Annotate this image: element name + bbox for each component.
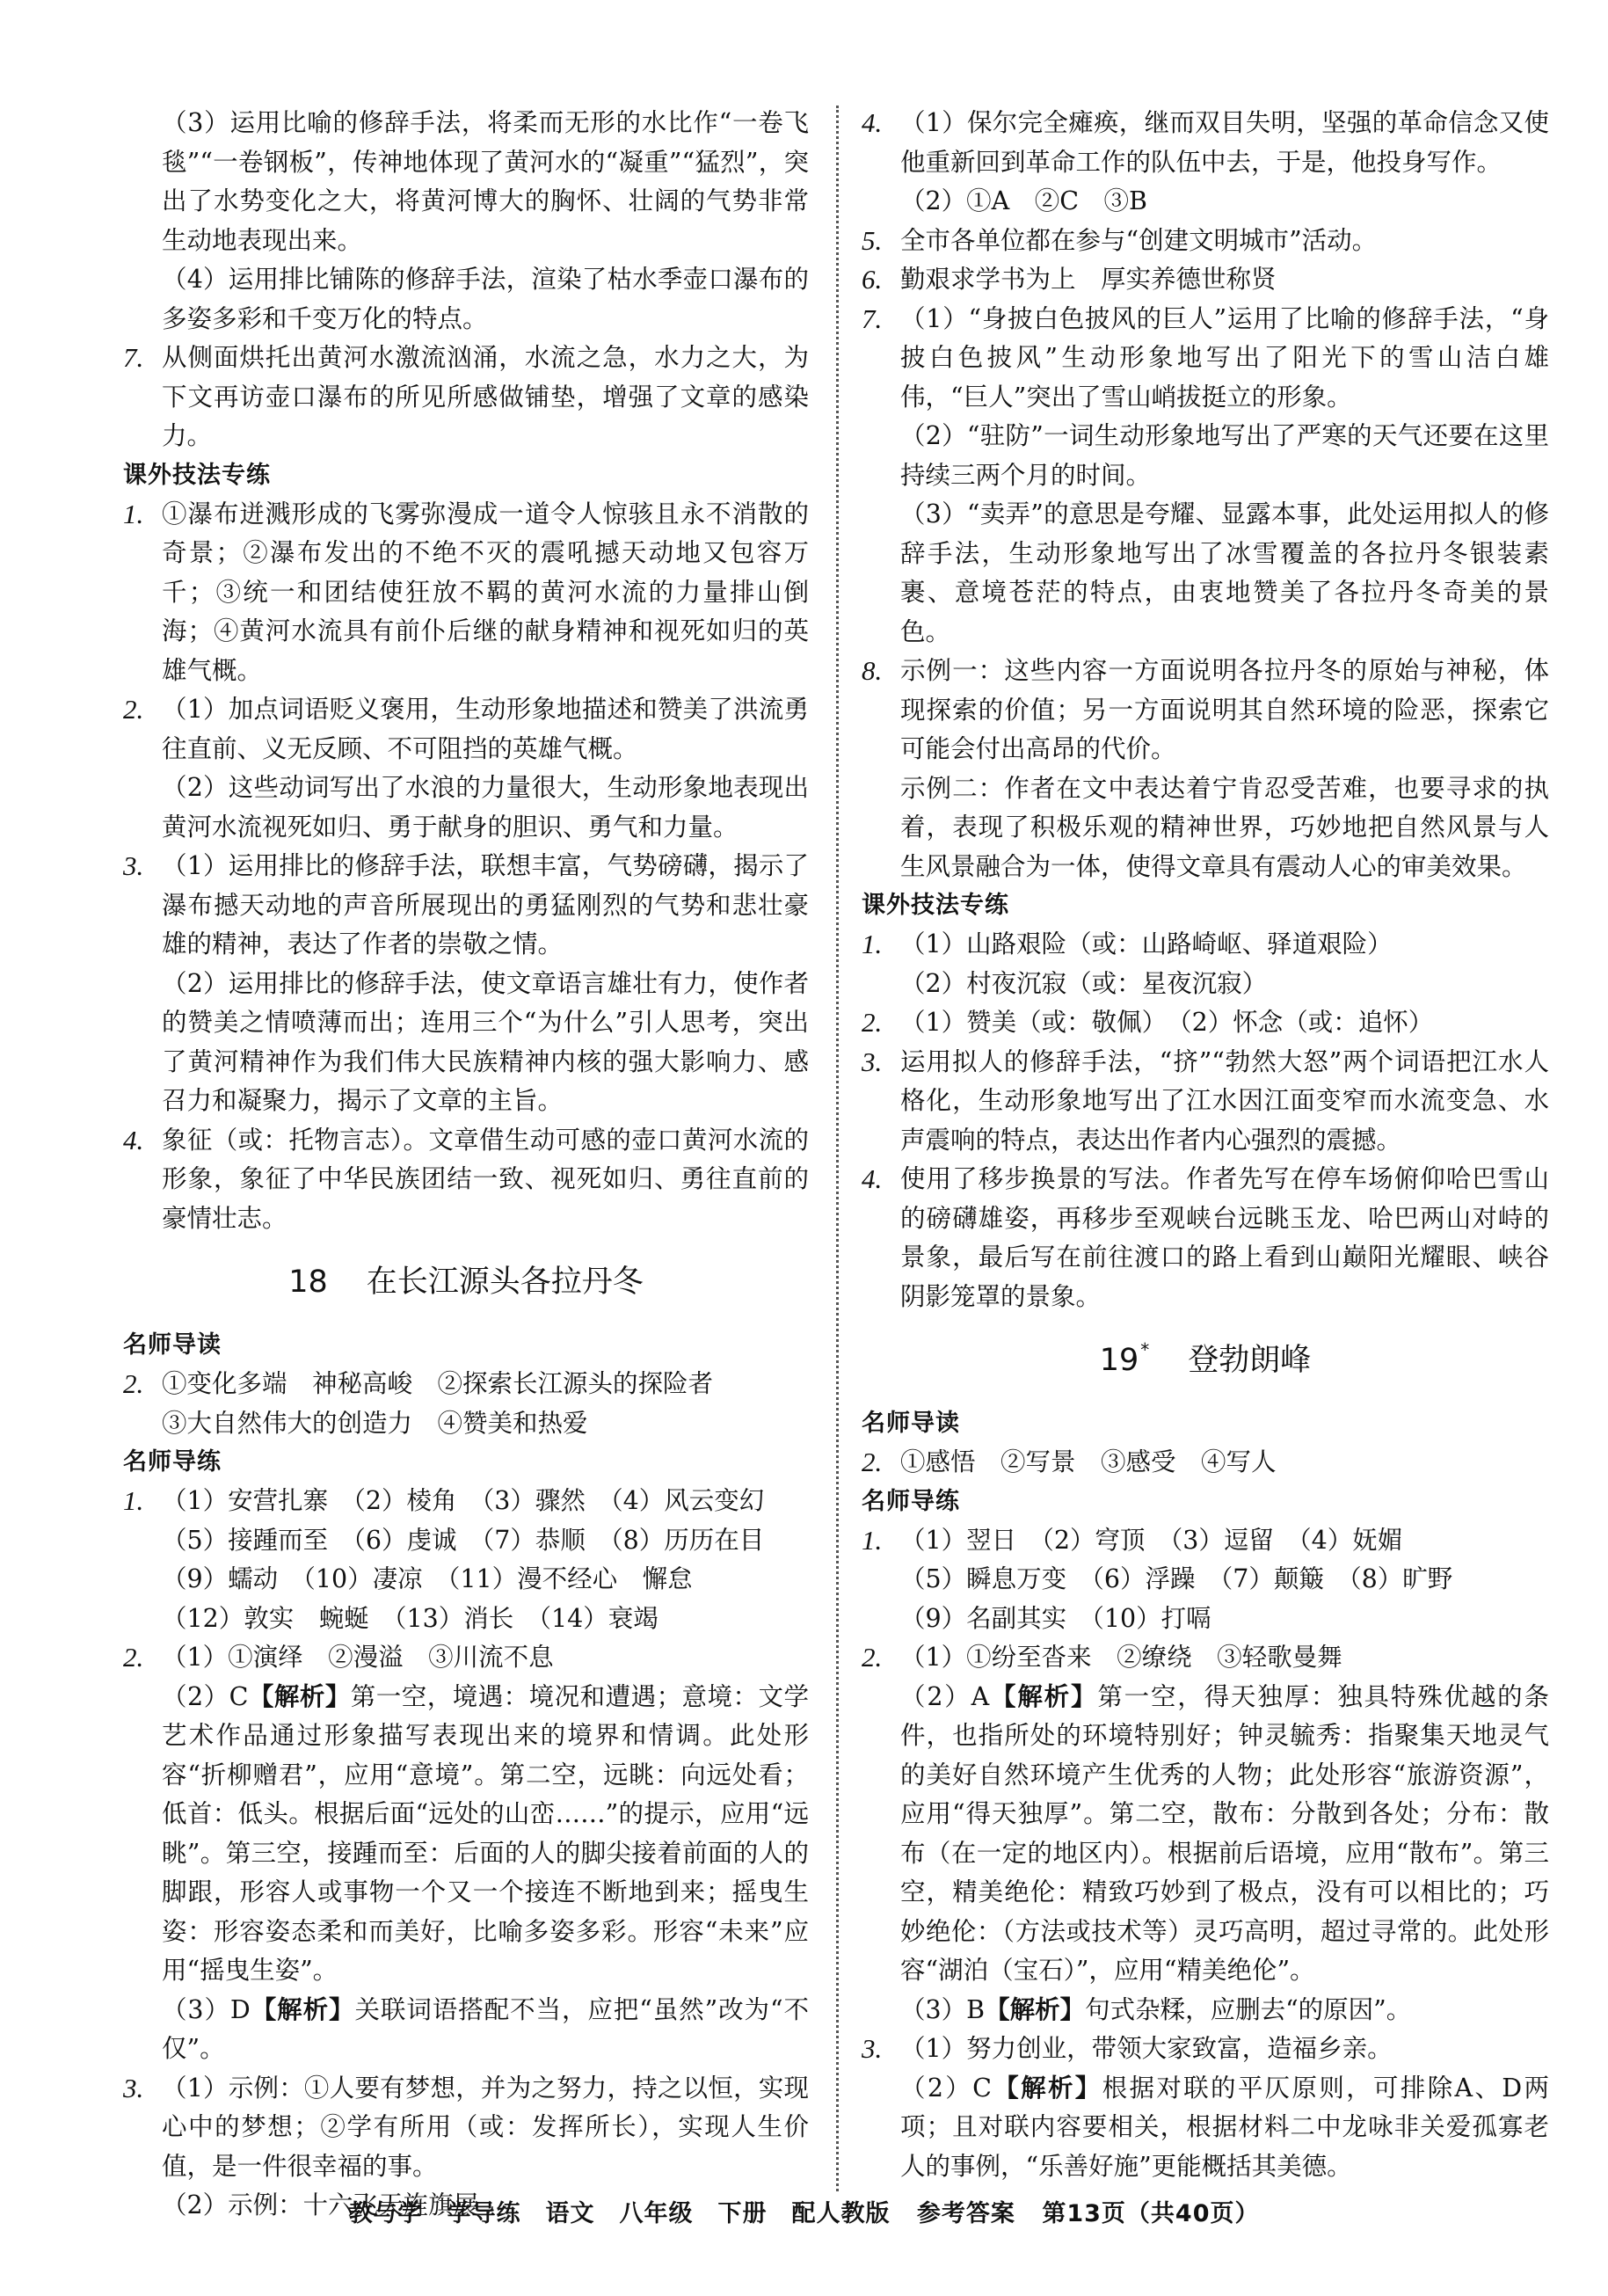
answer-number: 8.	[862, 655, 883, 686]
column-divider	[836, 106, 839, 2191]
kewai-answer-1	[123, 495, 809, 691]
answer-6-3: （3）运用比喻的修辞手法，将柔而无形的水比作“一卷飞毯”“一卷钢板”，传神地体现了黄河水的“凝重”“猛烈”，突出了水势变化之大，将黄河博大的胸怀、壮阔的气势非常生动地表现出来。	[162, 108, 809, 255]
analysis-tag: 【解析】	[991, 2073, 1102, 2103]
daolian-answer-1	[123, 1482, 809, 1638]
answer-text: 象征（或：托物言志）。文章借生动可感的壶口黄河水流的形象，象征了中华民族团结一致、视死如归、勇往直前的豪情壮志。	[162, 1125, 809, 1233]
answer-text: 从侧面烘托出黄河水激流汹涌，水流之急，水力之大，为下文再访壶口瀑布的所见所感做铺垫，增强了文章的感染力。	[162, 343, 809, 450]
answer-4	[862, 104, 1549, 222]
kewai-answer-2	[862, 1003, 1549, 1043]
answer-number: 5.	[862, 224, 883, 256]
kewai-answer-3	[862, 1043, 1549, 1161]
daolian-answer-2	[862, 1638, 1549, 2030]
chapter-name: 登勃朗峰	[1188, 1343, 1312, 1378]
section-label-kewai: 课外技法专练	[123, 461, 271, 489]
answer-choice: （2）A	[900, 1681, 990, 1711]
answer-text: 示例一：这些内容一方面说明各拉丹冬的原始与神秘，体现探索的价值；另一方面说明其自然环境的险恶，探索它可能会付出高昂的代价。	[900, 656, 1549, 763]
kewai-answer-2	[123, 690, 809, 847]
analysis-text: 第一空，境遇：境况和遭遇；意境：文学艺术作品通过形象描写表现出来的境界和情调。此处形容“折柳赠君”，应用“意境”。第二空，远眺：向远处看；低首：低头。根据后面“远处的山峦……”的提示，应用“远眺”。第三空，接踵而至：后面的人的脚尖接着前面的人的脚跟，形容人或事物一个又一个接连不断地到来；摇曳生姿：形容姿态柔和而美好，比喻多姿多彩。形容“未来”应用“摇曳生姿”。	[162, 1681, 809, 1985]
answer-number: 6.	[862, 264, 883, 295]
vocab-row: （9）名副其实 （10）打嗝	[900, 1603, 1211, 1633]
answer-text: 全市各单位都在参与“创建文明城市”活动。	[900, 225, 1378, 255]
answer-text: ③大自然伟大的创造力 ④赞美和热爱	[162, 1408, 588, 1438]
answer-number: 2.	[862, 1007, 883, 1038]
answer-analysis	[162, 1991, 809, 2069]
daolian-answer-1	[862, 1521, 1549, 1639]
kewai-answer-3	[123, 847, 809, 1121]
vocab-row: （1）安营扎寨 （2）棱角 （3）骤然 （4）风云变幻	[162, 1486, 765, 1515]
daodu-answer-2	[123, 1365, 809, 1443]
answer-choice: （2）C	[900, 2073, 992, 2103]
answer-text: （2）运用排比的修辞手法，使文章语言雄壮有力，使作者的赞美之情喷薄而出；连用三个“为什么”引人思考，突出了黄河精神作为我们伟大民族精神内核的强大影响力、感召力和凝聚力，揭示了文章的主旨。	[162, 968, 809, 1115]
answer-6-4: （4）运用排比铺陈的修辞手法，渲染了枯水季壶口瀑布的多姿多彩和千变万化的特点。	[162, 265, 809, 333]
answer-number: 1.	[862, 1524, 883, 1556]
chapter-18-title	[123, 1238, 809, 1326]
analysis-text: 第一空，得天独厚：独具特殊优越的条件，也指所处的环境特别好；钟灵毓秀：指聚集天地灵气的美好自然环境产生优秀的人物；此处形容“旅游资源”，应用“得天独厚”。第二空，散布：分散到各处；分布：散布（在一定的地区内）。根据前后语境，应用“散布”。第三空，精美绝伦：精致巧妙到了极点，没有可以相比的；巧妙绝伦：（方法或技术等）灵巧高明，超过寻常的。此处形容“湖泊（宝石）”，应用“精美绝伦”。	[900, 1681, 1549, 1985]
answer-number: 7.	[123, 342, 144, 373]
chapter-name: 在长江源头各拉丹冬	[366, 1265, 644, 1300]
vocab-row: （9）蠕动 （10）凄凉 （11）漫不经心 懈怠	[162, 1564, 693, 1593]
analysis-text: 根据对联的平仄原则，可排除A、D两项；且对联内容要相关，根据材料二中龙咏非关爱孤寡老人的事例，“乐善好施”更能概括其美德。	[900, 2073, 1549, 2181]
answer-number: 4.	[862, 107, 883, 138]
right-column	[862, 104, 1549, 2186]
answer-text: （1）①演绎 ②漫溢 ③川流不息	[162, 1643, 554, 1672]
answer-5	[862, 222, 1549, 261]
answer-analysis	[900, 1991, 1549, 2030]
answer-number: 3.	[862, 2033, 883, 2064]
section-label-daodu: 名师导读	[123, 1331, 222, 1359]
section-label-daolian: 名师导练	[862, 1487, 960, 1515]
answer-text: （1）运用排比的修辞手法，联想丰富，气势磅礴，揭示了瀑布撼天动地的声音所展现出的勇猛刚烈的气势和悲壮豪雄的精神，表达了作者的崇敬之情。	[162, 851, 809, 958]
daolian-answer-2	[123, 1638, 809, 2069]
daolian-answer-3	[862, 2030, 1549, 2186]
answer-text: （1）“身披白色披风的巨人”运用了比喻的修辞手法，“身披白色披风”生动形象地写出了阳光下的雪山洁白雄伟，“巨人”突出了雪山峭拔挺立的形象。	[900, 303, 1549, 412]
kewai-answer-4	[123, 1121, 809, 1239]
optional-mark: *	[1140, 1339, 1150, 1360]
section-label-kewai: 课外技法专练	[862, 892, 1009, 919]
kewai-answer-4	[862, 1160, 1549, 1316]
answer-number: 7.	[862, 302, 883, 334]
answer-number: 1.	[123, 1485, 144, 1516]
answer-text: （1）山路艰险（或：山路崎岖、驿道艰险）	[900, 929, 1393, 958]
answer-choice: （3）D	[162, 1994, 251, 2024]
answer-number: 2.	[123, 1642, 144, 1673]
analysis-text: 关联词语搭配不当，应把“虽然”改为“不仅”。	[162, 1994, 809, 2063]
answer-number: 4.	[862, 1163, 883, 1194]
answer-number: 1.	[862, 929, 883, 959]
footer-section: 参考答案	[916, 2200, 1015, 2227]
answer-text: （2）示例：十六飞天旌旗展	[162, 2190, 479, 2219]
chapter-19-title	[862, 1316, 1549, 1404]
answer-text: （3）“卖弄”的意思是夸耀、显露本事，此处运用拟人的修辞手法，生动形象地写出了冰雪覆盖的各拉丹冬银装素裹、意境苍茫的特点，由衷地赞美了各拉丹冬奇美的景色。	[900, 499, 1549, 646]
answer-text: （1）①纷至沓来 ②缭绕 ③轻歌曼舞	[900, 1643, 1342, 1672]
answer-text: （2）这些动词写出了水浪的力量很大，生动形象地表现出黄河水流视死如归、勇于献身的胆识、勇气和力量。	[162, 773, 809, 842]
analysis-text: 句式杂糅，应删去“的原因”。	[1085, 1994, 1412, 2024]
answer-text: （1）赞美（或：敬佩） （2）怀念（或：追怀）	[900, 1008, 1434, 1037]
answer-text: （1）保尔完全瘫痪，继而双目失明，坚强的革命信念又使他重新回到革命工作的队伍中去，于是，他投身写作。	[900, 108, 1549, 177]
answer-text: 使用了移步换景的写法。作者先写在停车场俯仰哈巴雪山的磅礴雄姿，再移步至观峡台远眺玉龙、哈巴两山对峙的景象，最后写在前往渡口的路上看到山巅阳光耀眼、峡谷阴影笼罩的景象。	[900, 1164, 1549, 1311]
answer-text: （1）努力创业，带领大家致富，造福乡亲。	[900, 2034, 1393, 2063]
answer-number: 3.	[123, 850, 144, 881]
answer-analysis	[900, 2069, 1549, 2187]
answer-number: 2.	[123, 1368, 144, 1399]
analysis-tag: 【解析】	[250, 1994, 355, 2024]
chapter-number	[1099, 1339, 1150, 1378]
page-number: 第13页（共40页）	[1042, 2200, 1260, 2227]
vocab-row: （1）翌日 （2）穹顶 （3）逗留 （4）妩媚	[900, 1525, 1403, 1555]
answer-number: 2.	[862, 1642, 883, 1673]
answer-text: 示例二：作者在文中表达着宁肯忍受苦难，也要寻求的执着，表现了积极乐观的精神世界，巧妙地把自然风景与人生风景融合为一体，使得文章具有震动人心的审美效果。	[900, 773, 1549, 881]
section-label-daolian: 名师导练	[123, 1448, 222, 1476]
answer-text: （1）示例：①人要有梦想，并为之努力，持之以恒，实现心中的梦想；②学有所用（或：发挥所长），实现人生价值，是一件很幸福的事。	[162, 2073, 809, 2181]
answer-7	[862, 300, 1549, 652]
answer-7	[123, 339, 809, 456]
vocab-row: （12）敦实 蜿蜒 （13）消长 （14）衰竭	[162, 1603, 658, 1633]
answer-6	[862, 260, 1549, 300]
answer-choice: （2）C	[162, 1681, 249, 1711]
kewai-answer-1	[862, 925, 1549, 1003]
answer-text: ①感悟 ②写景 ③感受 ④写人	[900, 1447, 1277, 1476]
vocab-row: （5）瞬息万变 （6）浮躁 （7）颠簸 （8）旷野	[900, 1564, 1453, 1593]
chapter-number: 18	[288, 1265, 328, 1300]
daodu-answer-2	[862, 1443, 1549, 1483]
analysis-tag: 【解析】	[248, 1681, 351, 1711]
page-footer	[0, 2194, 1608, 2228]
answer-number: 2.	[123, 694, 144, 725]
answer-number: 2.	[862, 1447, 883, 1477]
answer-text: （2）①A ②C ③B	[900, 186, 1147, 215]
answer-text: ①变化多端 神秘高峻 ②探索长江源头的探险者	[162, 1369, 714, 1398]
answer-number: 3.	[862, 1046, 883, 1077]
section-label-daodu: 名师导读	[862, 1410, 960, 1437]
answer-text: （2）“驻防”一词生动形象地写出了严寒的天气还要在这里持续三两个月的时间。	[900, 421, 1549, 490]
book-title: 教与学 学导练 语文 八年级 下册 配人教版	[348, 2200, 891, 2227]
analysis-tag: 【解析】	[989, 1681, 1098, 1711]
answer-analysis	[900, 1678, 1549, 1991]
answer-text: ①瀑布迸溅形成的飞雾弥漫成一道令人惊骇且永不消散的奇景；②瀑布发出的不绝不灭的震吼撼天动地又包容万千；③统一和团结使狂放不羁的黄河水流的力量排山倒海；④黄河水流具有前仆后继的献身精神和视死如归的英雄气概。	[162, 499, 809, 685]
answer-analysis	[162, 1678, 809, 1991]
answer-text: 运用拟人的修辞手法，“挤”“勃然大怒”两个词语把江水人格化，生动形象地写出了江水因江面变窄而水流变急、水声震响的特点，表达出作者内心强烈的震撼。	[900, 1046, 1549, 1155]
left-column	[123, 104, 809, 2226]
answer-text: （1）加点词语贬义褒用，生动形象地描述和赞美了洪流勇往直前、义无反顾、不可阻挡的英雄气概。	[162, 695, 809, 763]
chapter-number-value: 19	[1099, 1343, 1139, 1378]
answer-number: 1.	[123, 498, 144, 529]
answer-8	[862, 652, 1549, 886]
answer-number: 3.	[123, 2072, 144, 2103]
answer-text: 勤艰求学书为上 厚实养德世称贤	[900, 265, 1277, 294]
answer-text: （2）村夜沉寂（或：星夜沉寂）	[900, 968, 1268, 998]
analysis-tag: 【解析】	[985, 1994, 1086, 2024]
answer-choice: （3）B	[900, 1994, 986, 2024]
answer-number: 4.	[123, 1124, 144, 1155]
vocab-row: （5）接踵而至 （6）虔诚 （7）恭顺 （8）历历在目	[162, 1525, 765, 1555]
